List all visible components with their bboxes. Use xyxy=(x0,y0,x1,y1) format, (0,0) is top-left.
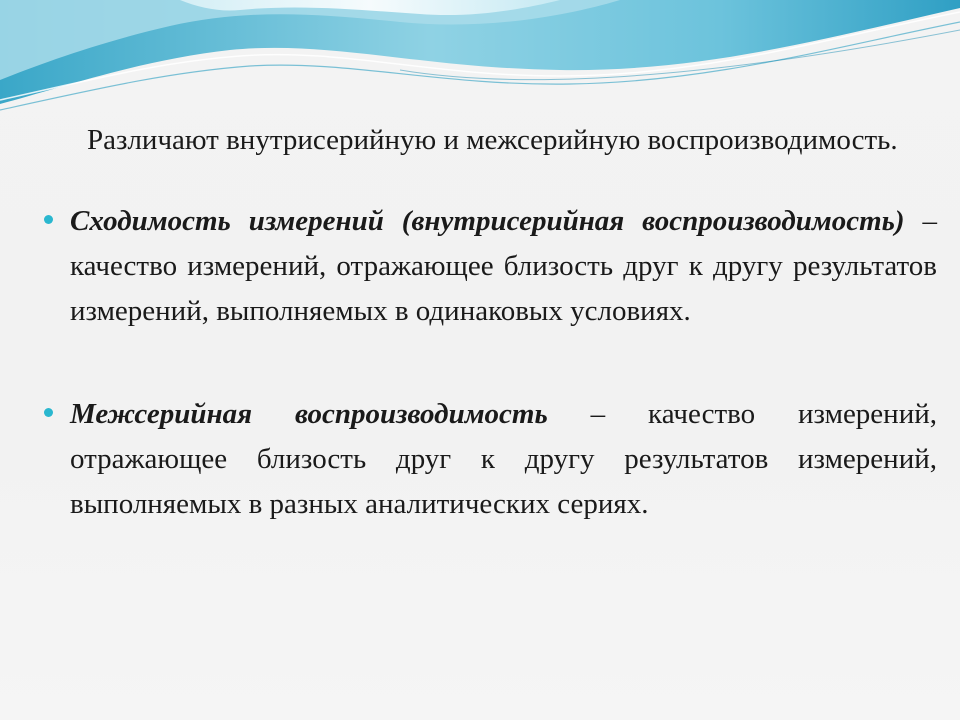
intro-paragraph: Различают внутрисерийную и межсерийную воспроизводимость. xyxy=(87,124,898,156)
bullet-term: Сходимость измерений (внутрисерийная воспроизводимость) xyxy=(70,205,905,237)
bullet-item-repeatability xyxy=(41,199,937,334)
bullet-text: – качество измерений, отражающее близость друг к другу результатов измерений, выполняемых в разных аналитических сериях. xyxy=(70,398,937,520)
bullet-dot-icon xyxy=(44,215,53,224)
bullet-text: – качество измерений, отражающее близость друг к другу результатов измерений, выполняемых в одинаковых условиях. xyxy=(70,205,937,327)
bullet-dot-icon xyxy=(44,408,53,417)
bullet-item-interserial xyxy=(41,392,937,527)
slide-body xyxy=(41,118,937,527)
wave-header-decoration xyxy=(0,0,960,130)
bullet-term: Межсерийная воспроизводимость xyxy=(70,398,548,430)
